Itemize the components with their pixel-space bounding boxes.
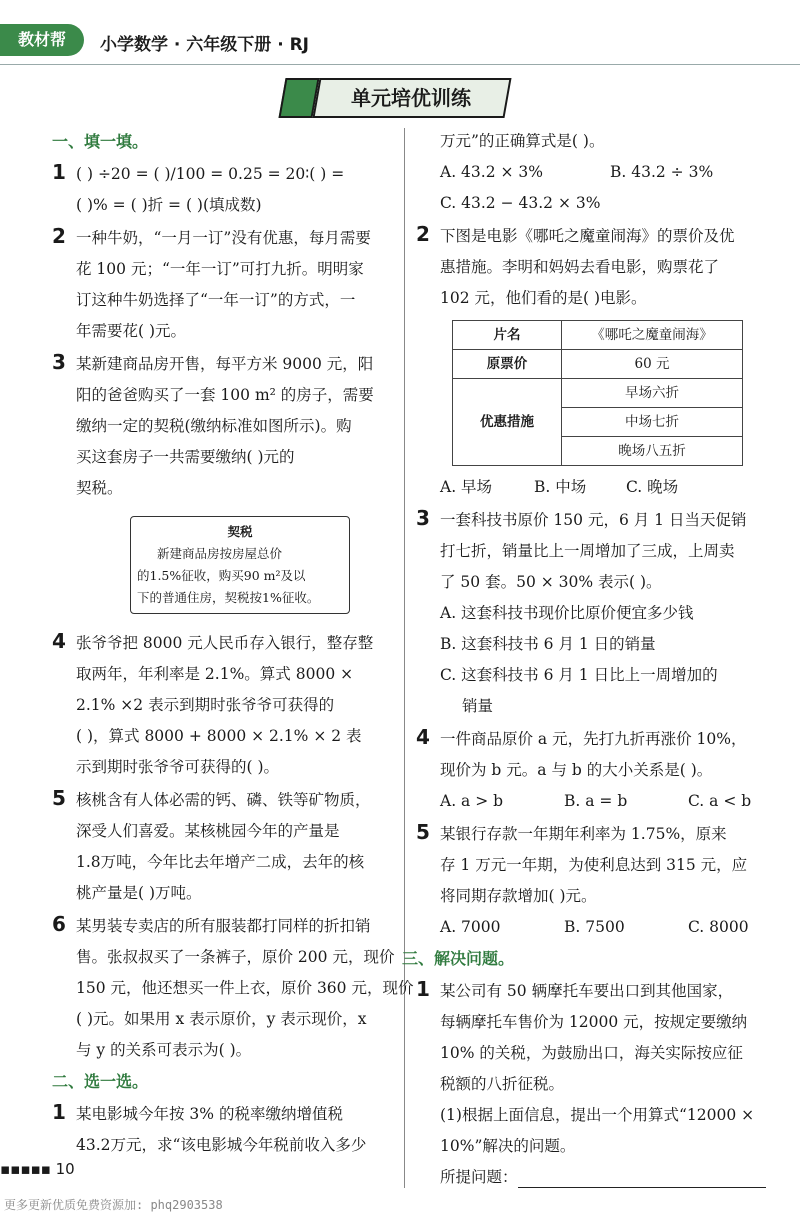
section-problem-solving: 三、解决问题。 <box>402 949 515 968</box>
question-text: 深受人们喜爱。某核桃园今年的产量是 <box>76 822 340 840</box>
box-text: 的1.5%征收，购买90 m²及以 <box>137 568 306 583</box>
option-b: B. a = b <box>564 792 628 810</box>
section-multiple-choice: 二、选一选。 <box>52 1072 149 1091</box>
question-10 <box>416 722 786 817</box>
question-number: 1 <box>416 977 430 1001</box>
tax-rule-box <box>130 516 350 614</box>
option-b: B. 7500 <box>564 918 625 936</box>
option-a: A. 43.2 × 3% <box>440 163 543 181</box>
question-text: 现价为 b 元。a 与 b 的大小关系是( )。 <box>440 761 713 779</box>
question-text: 某电影城今年按 3% 的税率缴纳增值税 <box>76 1105 343 1123</box>
question-1 <box>52 157 398 221</box>
question-text: 订这种牛奶选择了“一年一订”的方式，一 <box>76 291 356 309</box>
question-text: 2.1% ×2 表示到期时张爷爷可获得的 <box>76 696 335 714</box>
question-text: 取两年，年利率是 2.1%。算式 8000 × <box>76 665 354 683</box>
question-text: 一套科技书原价 150 元，6 月 1 日当天促销 <box>440 511 747 529</box>
option-c: C. a < b <box>688 792 752 810</box>
table-cell: 晚场八五折 <box>562 437 743 466</box>
question-text: 102 元，他们看的是( )电影。 <box>440 289 647 307</box>
question-text: 桃产量是( )万吨。 <box>76 884 202 902</box>
choice-options <box>416 786 786 817</box>
question-text: 年需要花( )元。 <box>76 322 187 340</box>
brand-badge: 教材帮 <box>0 24 84 56</box>
question-text: 售。张叔叔买了一条裤子，原价 200 元，现价 <box>76 948 395 966</box>
table-row <box>453 350 743 379</box>
option-c: C. 晚场 <box>626 478 679 496</box>
book-title: 小学数学 · 六年级下册 · RJ <box>100 35 310 55</box>
table-cell: 早场六折 <box>562 379 743 408</box>
choice-options <box>416 472 786 503</box>
page-number: ▪▪▪▪▪ 10 <box>0 1160 75 1178</box>
question-text: 150 元，他还想买一件上衣，原价 360 元，现价 <box>76 979 414 997</box>
question-text: ( ) ÷20 = ( )/100 = 0.25 = 20∶( ) = <box>76 165 345 183</box>
table-header: 原票价 <box>453 350 562 379</box>
question-text: 打七折，销量比上一周增加了三成，上周卖 <box>440 542 735 560</box>
question-3 <box>52 347 398 504</box>
box-title: 契税 <box>227 524 253 539</box>
question-number: 5 <box>52 786 66 810</box>
question-number: 5 <box>416 820 430 844</box>
question-text: 一种牛奶，“一月一订”没有优惠，每月需要 <box>76 229 371 247</box>
unit-title: 单元培优训练 <box>351 86 471 110</box>
table-header: 片名 <box>453 321 562 350</box>
question-text: 每辆摩托车售价为 12000 元，按规定要缴纳 <box>440 1013 748 1031</box>
question-text: 10% 的关税，为鼓励出口，海关实际按应征 <box>440 1044 743 1062</box>
question-text: 1.8万吨，今年比去年增产二成，去年的核 <box>76 853 365 871</box>
option-a: A. 早场 <box>440 478 493 496</box>
table-cell: 《哪吒之魔童闹海》 <box>562 321 743 350</box>
question-text: ( )元。如果用 x 表示原价，y 表示现价，x <box>76 1010 367 1028</box>
answer-line[interactable] <box>518 1169 766 1188</box>
option-c: C. 8000 <box>688 918 749 936</box>
question-text: 核桃含有人体必需的钙、磷、铁等矿物质， <box>76 791 371 809</box>
option-a: A. a > b <box>440 792 504 810</box>
option-c: C. 43.2 − 43.2 × 3% <box>440 194 601 212</box>
unit-title-banner <box>282 78 516 118</box>
question-number: 1 <box>52 1100 66 1124</box>
question-number: 3 <box>52 350 66 374</box>
ticket-price-table <box>452 320 743 466</box>
question-7 <box>52 1097 398 1161</box>
answer-prompt: 所提问题： <box>440 1168 518 1186</box>
question-text: 契税。 <box>76 479 123 497</box>
question-text: 某男装专卖店的所有服装都打同样的折扣销 <box>76 917 371 935</box>
question-text: 了 50 套。50 × 30% 表示( )。 <box>440 573 662 591</box>
section-fill-blank: 一、填一填。 <box>52 132 149 151</box>
question-text: (1)根据上面信息，提出一个用算式“12000 × <box>440 1106 755 1124</box>
table-row <box>453 379 743 408</box>
question-number: 2 <box>416 222 430 246</box>
option-a: A. 这套科技书现价比原价便宜多少钱 <box>440 604 694 622</box>
choice-options <box>416 912 786 943</box>
question-text: 惠措施。李明和妈妈去看电影，购票花了 <box>440 258 720 276</box>
question-text: ( )% = ( )折 = ( )(填成数) <box>76 196 262 214</box>
question-number: 4 <box>52 629 66 653</box>
question-2 <box>52 221 398 347</box>
question-text: 示到期时张爷爷可获得的( )。 <box>76 758 280 776</box>
question-text: 一件商品原价 a 元，先打九折再涨价 10%， <box>440 730 747 748</box>
question-text: 存 1 万元一年期，为使利息达到 315 元，应 <box>440 856 748 874</box>
option-b: B. 中场 <box>534 478 587 496</box>
option-b: B. 这套科技书 6 月 1 日的销量 <box>440 635 656 653</box>
column-divider <box>404 128 405 1188</box>
question-number: 6 <box>52 912 66 936</box>
question-number: 1 <box>52 160 66 184</box>
box-text: 新建商品房按房屋总价 <box>157 546 283 561</box>
question-text: 买这套房子一共需要缴纳( )元的 <box>76 448 295 466</box>
question-9 <box>416 503 786 722</box>
question-4 <box>52 626 398 783</box>
question-text: 阳的爸爸购买了一套 100 m² 的房子，需要 <box>76 386 374 404</box>
question-11 <box>416 817 786 943</box>
question-text: 税额的八折征税。 <box>440 1075 565 1093</box>
table-row <box>453 321 743 350</box>
question-text: 某银行存款一年期年利率为 1.75%，原来 <box>440 825 727 843</box>
footer-note: 更多更新优质免费资源加: phq2903538 <box>4 1198 223 1212</box>
choice-options <box>416 157 786 188</box>
question-text: 将同期存款增加( )元。 <box>440 887 597 905</box>
question-text: 花 100 元；“一年一订”可打九折。明明家 <box>76 260 364 278</box>
option-c: C. 这套科技书 6 月 1 日比上一周增加的 <box>440 666 718 684</box>
question-6 <box>52 909 414 1066</box>
question-number: 4 <box>416 725 430 749</box>
question-text: 10%”解决的问题。 <box>440 1137 576 1155</box>
question-number: 2 <box>52 224 66 248</box>
question-text: 某公司有 50 辆摩托车要出口到其他国家， <box>440 982 734 1000</box>
question-text: ( )，算式 8000 + 8000 × 2.1% × 2 表 <box>76 727 362 745</box>
question-text: 张爷爷把 8000 元人民币存入银行，整存整 <box>76 634 374 652</box>
option-b: B. 43.2 ÷ 3% <box>610 163 714 181</box>
question-text: 万元”的正确算式是( )。 <box>440 132 605 150</box>
table-header: 优惠措施 <box>453 379 562 466</box>
question-5 <box>52 783 398 909</box>
question-text: 下图是电影《哪吒之魔童闹海》的票价及优 <box>440 227 735 245</box>
question-text: 与 y 的关系可表示为( )。 <box>76 1041 252 1059</box>
question-12 <box>416 974 786 1193</box>
option-a: A. 7000 <box>440 918 501 936</box>
question-number: 3 <box>416 506 430 530</box>
box-text: 下的普通住房，契税按1%征收。 <box>137 590 320 605</box>
option-c-cont: 销量 <box>462 697 494 715</box>
left-column <box>52 126 414 1161</box>
page-number-text: 10 <box>55 1160 75 1178</box>
right-column <box>402 126 786 1193</box>
header-divider <box>0 64 800 65</box>
question-text: 某新建商品房开售，每平方米 9000 元，阳 <box>76 355 374 373</box>
table-cell: 中场七折 <box>562 408 743 437</box>
question-text: 43.2万元，求“该电影城今年税前收入多少 <box>76 1136 367 1154</box>
question-text: 缴纳一定的契税(缴纳标准如图所示)。购 <box>76 417 352 435</box>
question-8 <box>416 219 786 314</box>
table-cell: 60 元 <box>562 350 743 379</box>
